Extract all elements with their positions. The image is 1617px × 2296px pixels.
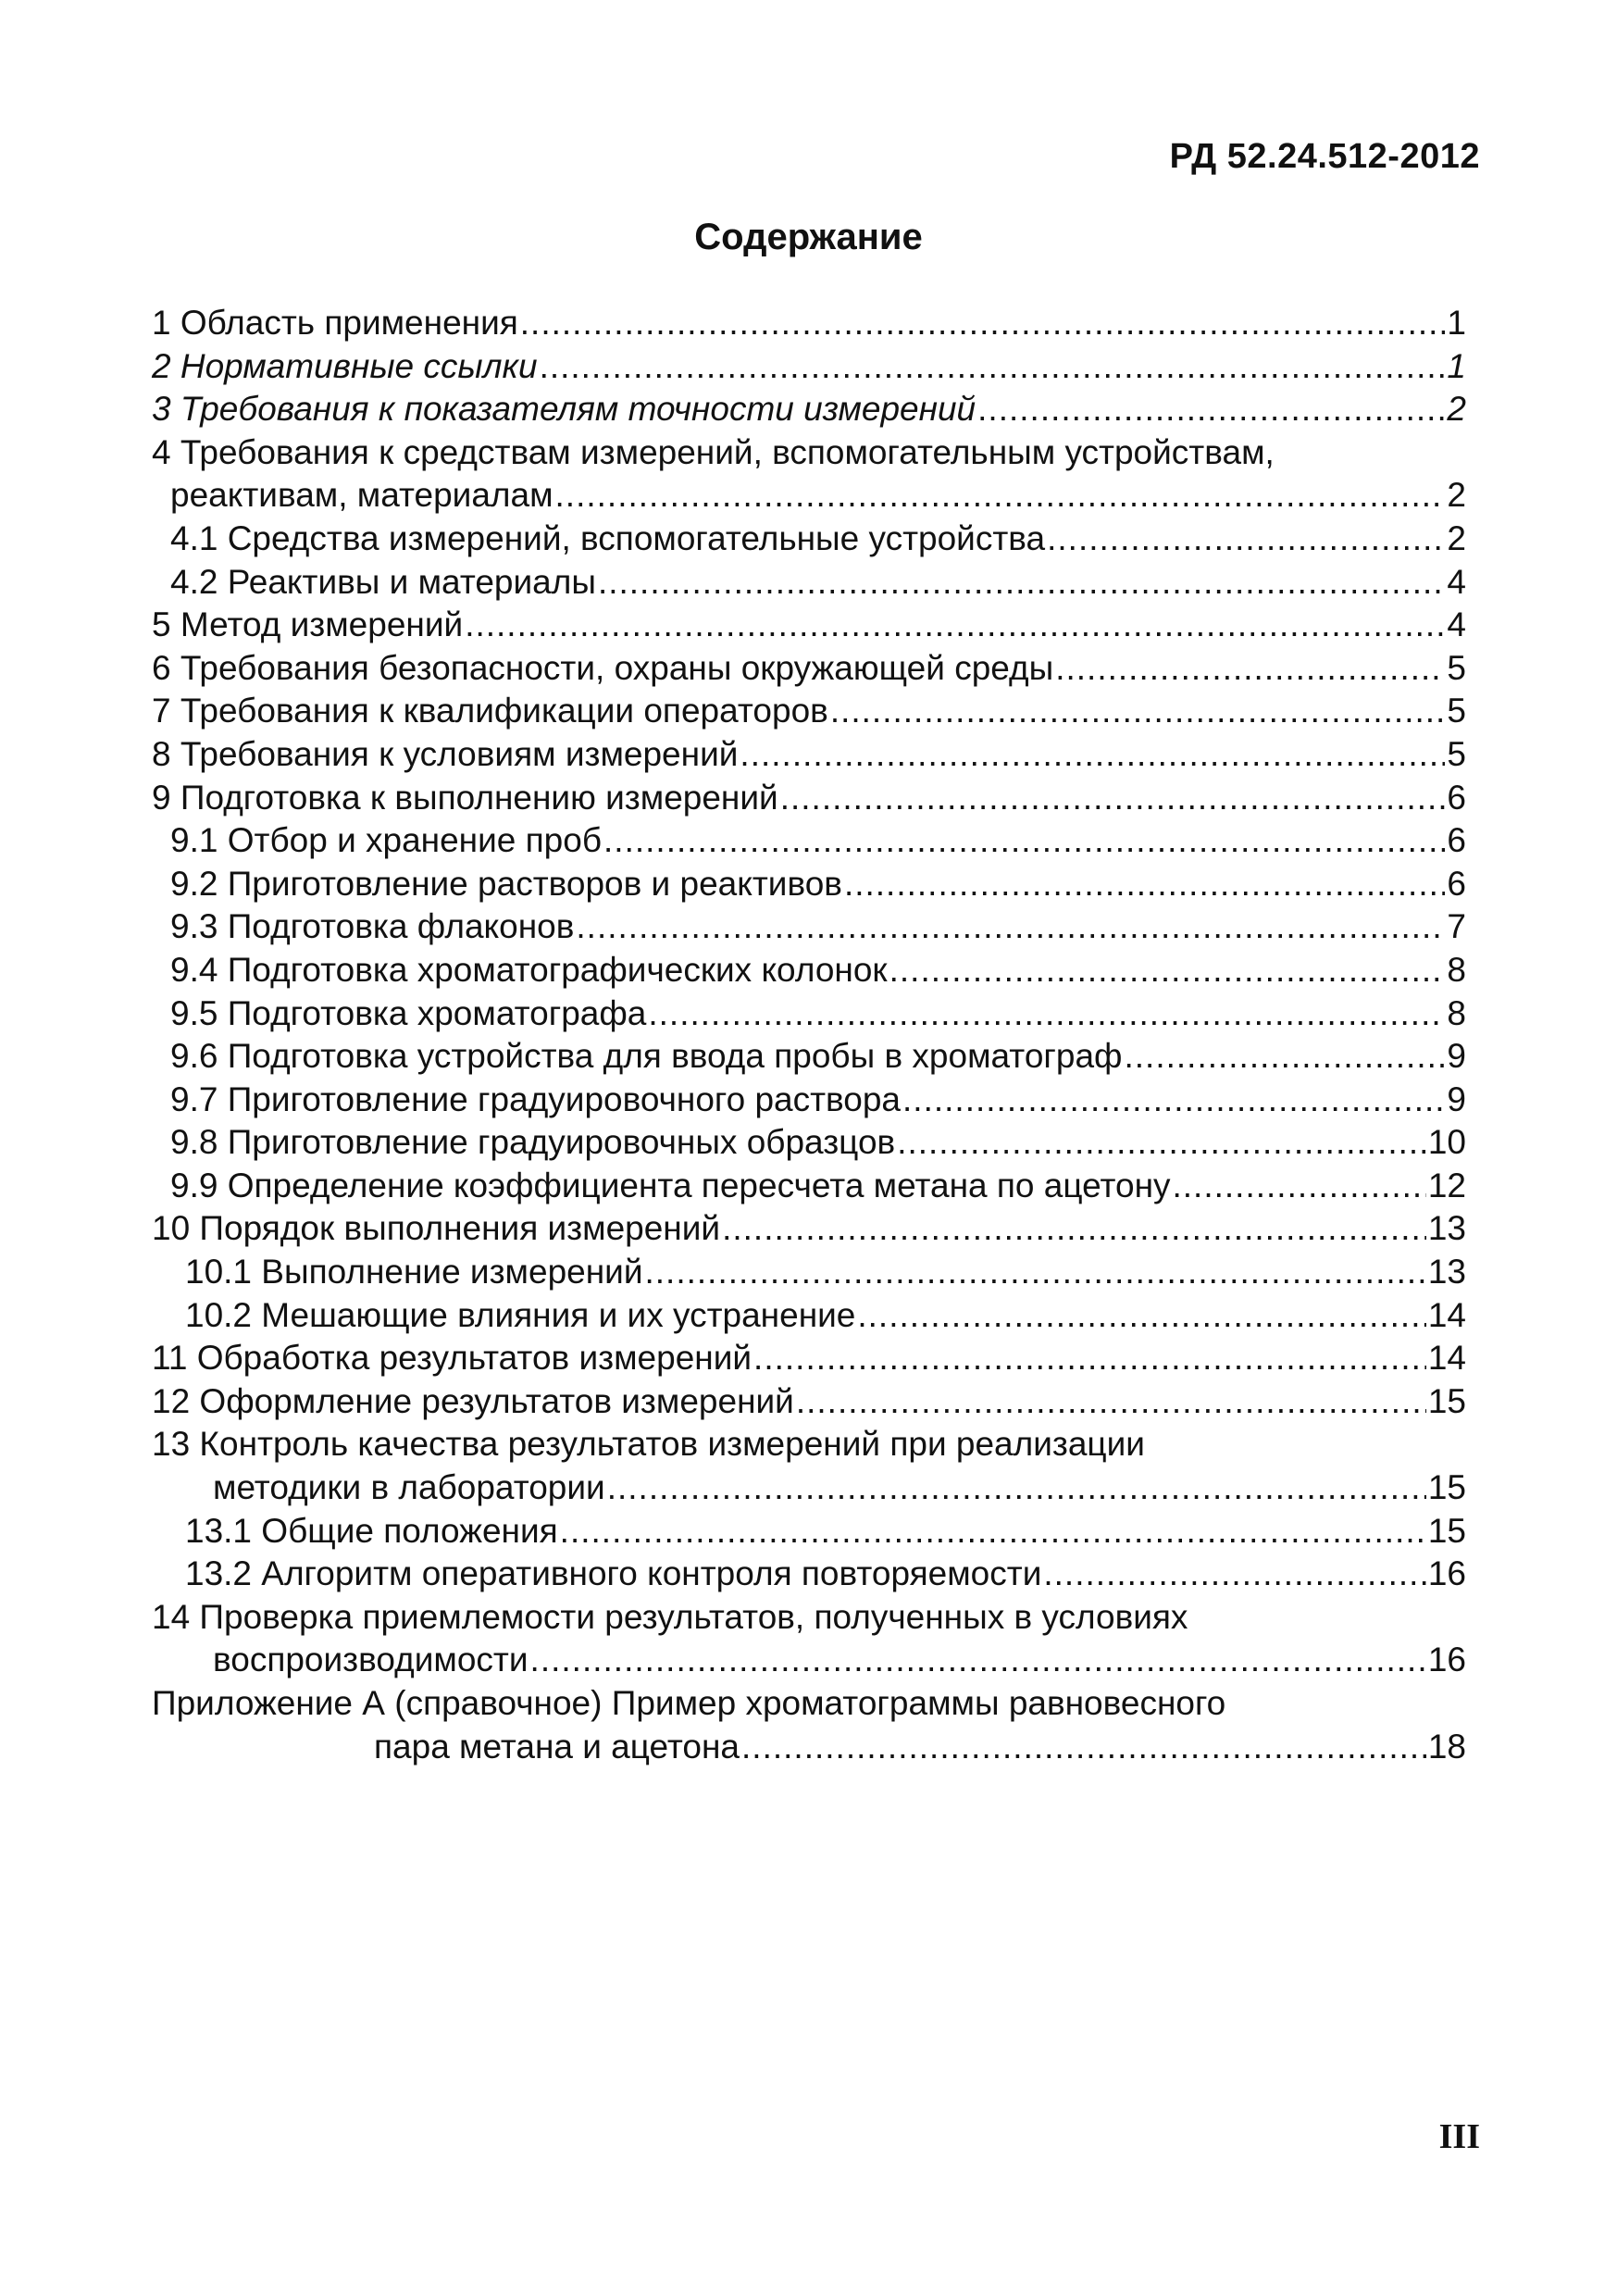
toc-entry[interactable] <box>152 1121 1466 1165</box>
toc-entry-text: 9.8 Приготовление градуировочных образцов <box>170 1123 896 1162</box>
toc-entry[interactable] <box>152 1035 1466 1079</box>
toc-entry[interactable] <box>152 690 1466 733</box>
toc-entry-text: 10.2 Мешающие влияния и их устранение <box>185 1295 856 1334</box>
toc-entry-page: 2 <box>1447 518 1466 557</box>
toc-entry[interactable] <box>152 1510 1466 1554</box>
table-of-contents <box>152 302 1466 1768</box>
toc-leader-dots <box>780 777 1446 820</box>
toc-leader-dots <box>540 345 1446 389</box>
toc-entry-page: 1 <box>1447 346 1466 385</box>
toc-leader-dots <box>796 1380 1426 1424</box>
toc-entry-page: 6 <box>1447 778 1466 817</box>
toc-entry-text: 14 Проверка приемлемости результатов, полученных в условиях <box>152 1597 1188 1636</box>
toc-entry[interactable] <box>152 1251 1466 1294</box>
toc-entry[interactable] <box>152 1423 1466 1466</box>
toc-entry-text: 9.5 Подготовка хроматографа <box>170 993 647 1032</box>
toc-leader-dots <box>520 302 1446 345</box>
toc-entry-text: 9 Подготовка к выполнению измерений <box>152 778 778 817</box>
toc-entry-continuation[interactable] <box>152 1639 1466 1682</box>
toc-leader-dots <box>977 388 1445 431</box>
toc-leader-dots <box>830 690 1446 733</box>
toc-entry[interactable] <box>152 431 1466 475</box>
toc-entry-page: 16 <box>1427 1641 1466 1679</box>
toc-entry-text: 5 Метод измерений <box>152 605 464 644</box>
toc-leader-dots <box>753 1337 1426 1380</box>
toc-entry-page: 9 <box>1447 1037 1466 1076</box>
toc-entry-text: 9.1 Отбор и хранение проб <box>170 821 603 860</box>
toc-entry-page: 13 <box>1427 1209 1466 1248</box>
toc-entry-text: воспроизводимости <box>213 1641 529 1679</box>
toc-entry-page: 4 <box>1447 605 1466 644</box>
toc-entry-text: 4 Требования к средствам измерений, вспомогательным устройствам, <box>152 432 1275 471</box>
toc-entry[interactable] <box>152 561 1466 605</box>
toc-entry-text: 9.2 Приготовление растворов и реактивов <box>170 864 842 903</box>
toc-entry-text: 9.6 Подготовка устройства для ввода пробы в хроматограф <box>170 1037 1123 1076</box>
toc-entry[interactable] <box>152 388 1466 431</box>
page-number: III <box>1438 2117 1480 2156</box>
toc-leader-dots <box>741 1726 1426 1769</box>
toc-entry-page: 8 <box>1447 993 1466 1032</box>
toc-entry-text: 8 Требования к условиям измерений <box>152 734 739 773</box>
toc-entry[interactable] <box>152 345 1466 389</box>
toc-entry-text: 10.1 Выполнение измерений <box>185 1253 643 1292</box>
toc-leader-dots <box>902 1079 1445 1122</box>
toc-leader-dots <box>889 949 1446 992</box>
toc-entry[interactable] <box>152 819 1466 863</box>
toc-entry-page: 12 <box>1427 1166 1466 1204</box>
toc-leader-dots <box>722 1207 1426 1251</box>
toc-leader-dots <box>740 733 1445 777</box>
toc-entry-text: 4.2 Реактивы и материалы <box>170 562 596 601</box>
toc-entry-page: 6 <box>1447 821 1466 860</box>
toc-entry-text: реактивам, материалам <box>170 476 554 515</box>
toc-entry-page: 1 <box>1447 304 1466 342</box>
toc-entry-page: 2 <box>1447 390 1466 429</box>
toc-leader-dots <box>603 819 1445 863</box>
toc-entry-page: 13 <box>1427 1253 1466 1292</box>
toc-entry-text: 13 Контроль качества результатов измерений при реализации <box>152 1425 1145 1464</box>
toc-entry-page: 15 <box>1427 1468 1466 1507</box>
toc-entry-text: 9.7 Приготовление градуировочного раствора <box>170 1079 902 1118</box>
toc-leader-dots <box>560 1510 1426 1554</box>
toc-entry-text: методики в лаборатории <box>213 1468 605 1507</box>
toc-entry[interactable] <box>152 518 1466 561</box>
toc-entry-page: 16 <box>1427 1554 1466 1593</box>
toc-leader-dots <box>857 1294 1425 1338</box>
toc-leader-dots <box>598 561 1445 605</box>
toc-leader-dots <box>648 992 1445 1036</box>
toc-entry[interactable] <box>152 1682 1466 1726</box>
toc-entry[interactable] <box>152 604 1466 647</box>
toc-entry-text: 1 Область применения <box>152 304 518 342</box>
toc-entry-text: Приложение А (справочное) Пример хроматограммы равновесного <box>152 1684 1226 1722</box>
toc-entry[interactable] <box>152 1207 1466 1251</box>
toc-entry-page: 9 <box>1447 1079 1466 1118</box>
toc-entry-text: 9.3 Подготовка флаконов <box>170 907 575 946</box>
document-code: РД 52.24.512-2012 <box>1169 137 1480 176</box>
toc-entry-page: 6 <box>1447 864 1466 903</box>
toc-entry[interactable] <box>152 777 1466 820</box>
toc-entry[interactable] <box>152 949 1466 992</box>
toc-entry[interactable] <box>152 905 1466 949</box>
toc-leader-dots <box>1055 647 1445 691</box>
toc-entry-text: 13.2 Алгоритм оперативного контроля повторяемости <box>185 1554 1042 1593</box>
toc-entry-page: 2 <box>1447 476 1466 515</box>
toc-entry-page: 18 <box>1427 1727 1466 1766</box>
toc-entry-page: 14 <box>1427 1295 1466 1334</box>
toc-entry-text: 2 Нормативные ссылки <box>152 346 538 385</box>
toc-entry-text: 3 Требования к показателям точности измерений <box>152 390 976 429</box>
toc-entry-text: 4.1 Средства измерений, вспомогательные устройства <box>170 518 1046 557</box>
toc-entry[interactable] <box>152 1165 1466 1208</box>
toc-entry[interactable] <box>152 1380 1466 1424</box>
toc-entry-page: 10 <box>1427 1123 1466 1162</box>
toc-entry[interactable] <box>152 302 1466 345</box>
toc-entry-page: 15 <box>1427 1381 1466 1420</box>
toc-leader-dots <box>1173 1165 1426 1208</box>
toc-entry-text: 10 Порядок выполнения измерений <box>152 1209 721 1248</box>
toc-entry-text: 11 Обработка результатов измерений <box>152 1339 753 1378</box>
toc-entry-continuation[interactable] <box>152 1726 1466 1769</box>
toc-entry[interactable] <box>152 647 1466 691</box>
toc-entry-page: 5 <box>1447 692 1466 730</box>
toc-entry-continuation[interactable] <box>152 474 1466 518</box>
toc-entry[interactable] <box>152 733 1466 777</box>
toc-entry-continuation[interactable] <box>152 1466 1466 1510</box>
toc-leader-dots <box>465 604 1445 647</box>
toc-entry-text: пара метана и ацетона <box>374 1727 740 1766</box>
toc-entry-text: 6 Требования безопасности, охраны окружающей среды <box>152 648 1054 687</box>
toc-entry-text: 9.9 Определение коэффициента пересчета метана по ацетону <box>170 1166 1171 1204</box>
toc-entry-page: 5 <box>1447 648 1466 687</box>
toc-entry-text: 13.1 Общие положения <box>185 1511 558 1550</box>
toc-entry[interactable] <box>152 992 1466 1036</box>
toc-title: Содержание <box>694 217 923 257</box>
toc-leader-dots <box>844 863 1445 906</box>
toc-leader-dots <box>576 905 1445 949</box>
toc-leader-dots <box>645 1251 1426 1294</box>
toc-leader-dots <box>607 1466 1426 1510</box>
toc-entry[interactable] <box>152 1553 1466 1596</box>
toc-entry-page: 15 <box>1427 1511 1466 1550</box>
toc-leader-dots <box>1043 1553 1425 1596</box>
toc-entry-text: 9.4 Подготовка хроматографических колонок <box>170 950 888 989</box>
toc-entry-text: 12 Оформление результатов измерений <box>152 1381 794 1420</box>
toc-leader-dots <box>555 474 1446 518</box>
toc-entry[interactable] <box>152 1079 1466 1122</box>
toc-leader-dots <box>1047 518 1445 561</box>
toc-entry-page: 8 <box>1447 950 1466 989</box>
toc-leader-dots <box>897 1121 1426 1165</box>
toc-entry[interactable] <box>152 1337 1466 1380</box>
toc-entry-page: 14 <box>1427 1339 1466 1378</box>
toc-entry-page: 4 <box>1447 562 1466 601</box>
toc-entry[interactable] <box>152 863 1466 906</box>
toc-entry[interactable] <box>152 1596 1466 1640</box>
toc-entry-page: 5 <box>1447 734 1466 773</box>
toc-leader-dots <box>530 1639 1426 1682</box>
toc-leader-dots <box>1124 1035 1445 1079</box>
toc-entry-text: 7 Требования к квалификации операторов <box>152 692 828 730</box>
toc-entry[interactable] <box>152 1294 1466 1338</box>
toc-entry-page: 7 <box>1447 907 1466 946</box>
